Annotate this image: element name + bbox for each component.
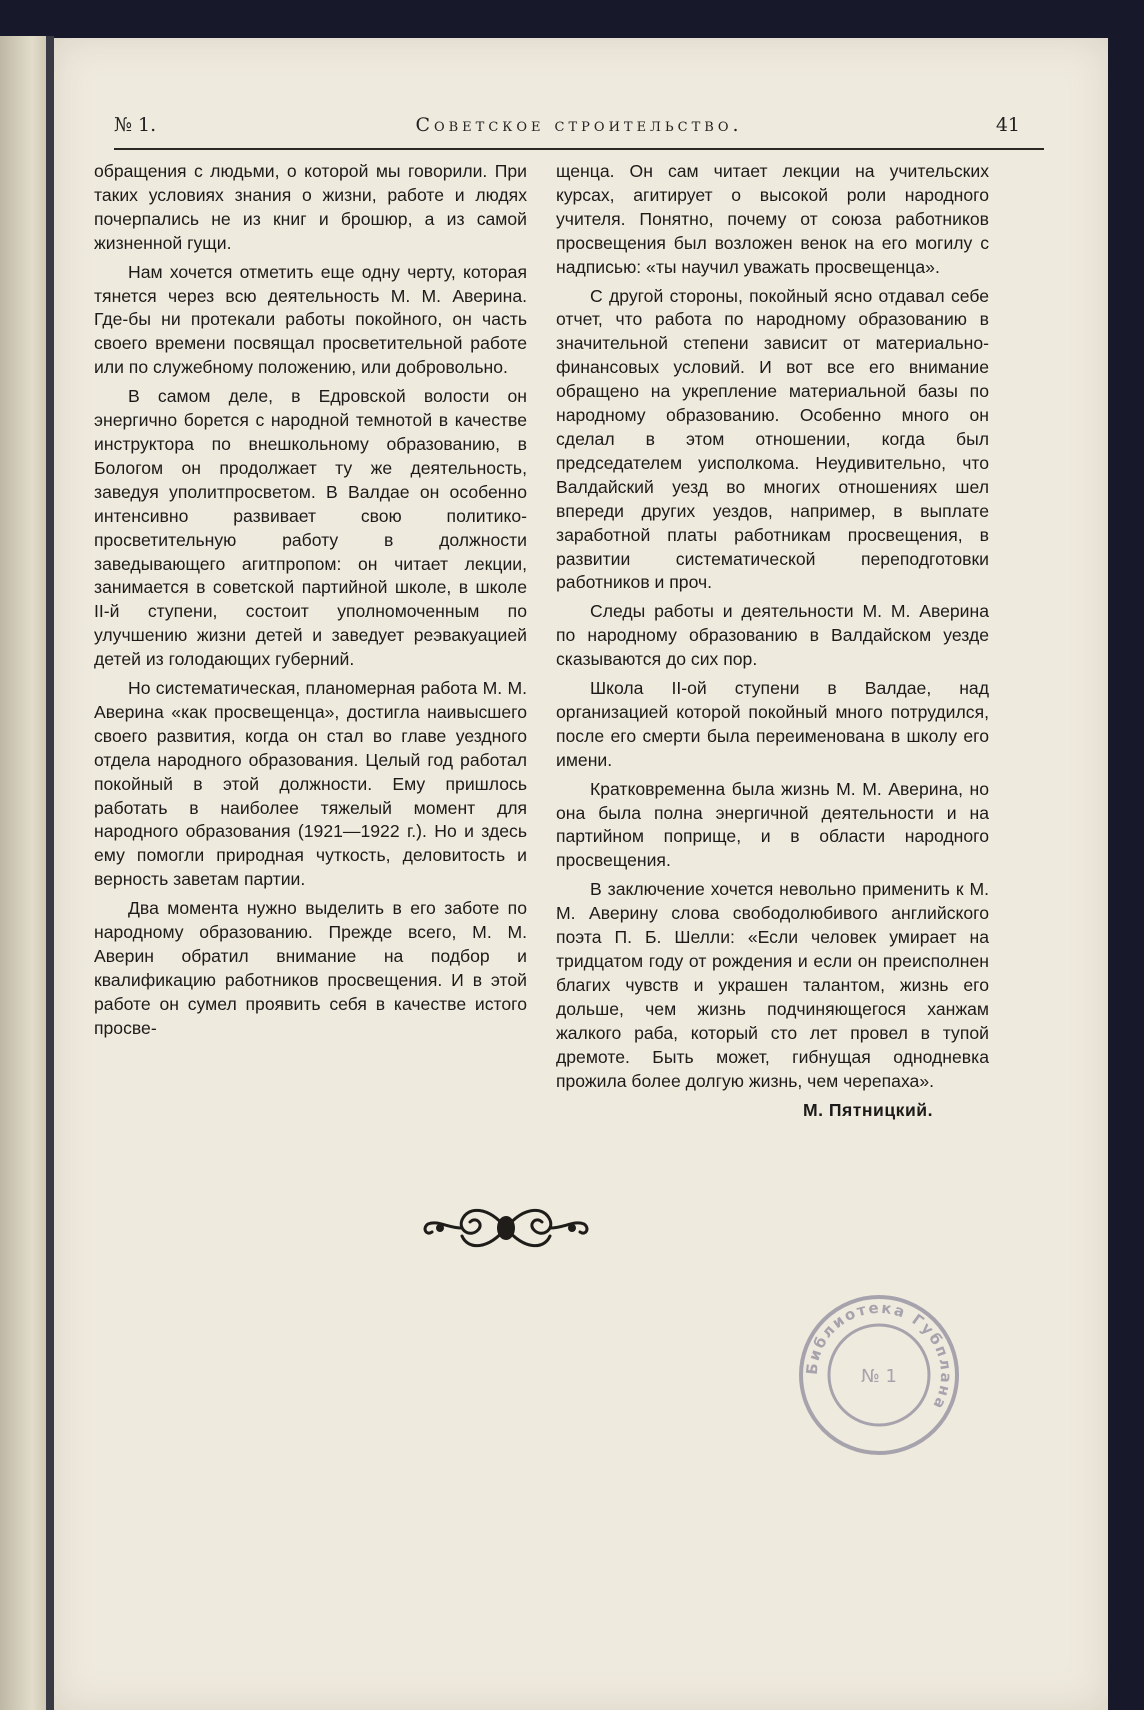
- stamp-number: № 1: [861, 1366, 897, 1387]
- paragraph: С другой стороны, покойный ясно отдавал себе отчет, что работа по народному образованию в значительной степени зависит от материально-финансовых условий. И вот все его внимание обращено на укрепление материальной базы по народному образованию. Особенно много он сделал в этом отношении, когда был председателем уисполкома. Неудивительно, что Валдайский уезд во многих отношениях шел впереди других уездов, например, в выплате заработной платы работникам просвещения, в развитии систематической переподготовки работников и проч.: [556, 285, 989, 593]
- left-column: [94, 160, 527, 1046]
- journal-page: [54, 38, 1108, 1710]
- paragraph: Кратковременна была жизнь М. М. Аверина, но она была полна энергичной деятельности и на партийном поприще, и в области народного просвещения.: [556, 778, 989, 871]
- author-signature: М. Пятницкий.: [802, 1100, 933, 1121]
- paragraph: В заключение хочется невольно применить к М. М. Аверину слова свободолюбивого английского поэта П. Б. Шелли: «Если человек умирает на тридцатом году от рождения и если он преисполнен благих чувств и украшен талантом, жизнь его дольше, чем жизнь подчиняющегося ханжам жалкого раба, который сто лет провел в тупой дремоте. Быть может, гибнущая однодневка прожила более долгую жизнь, чем черепаха».: [556, 879, 989, 1091]
- ornament-icon: [418, 1198, 594, 1258]
- paragraph: щенца. Он сам читает лекции на учительских курсах, агитирует о высокой роли народного учителя. Понятно, почему от союза работников просвещения был возложен венок на его могилу с надписью: «ты научил уважать просвещенца».: [556, 161, 989, 277]
- paragraph: Нам хочется отметить еще одну черту, которая тянется через всю деятельность М. М. Аверина. Где-бы ни протекали работы покойного, он часть своего времени посвящал просветительной работе или по служебному положению, или добровольно.: [94, 261, 527, 378]
- paragraph: Два момента нужно выделить в его заботе по народному образованию. Прежде всего, М. М. Аверин обратил внимание на подбор и квалификацию работников просвещения. И в этой работе он сумел проявить себя в качестве истого просве-: [94, 898, 527, 1038]
- paragraph: Следы работы и деятельности М. М. Аверина по народному образованию в Валдайском уезде сказываются до сих пор.: [556, 601, 989, 670]
- journal-title: Советское строительство.: [415, 114, 743, 136]
- right-column: [556, 160, 989, 1123]
- issue-number: № 1.: [114, 114, 157, 136]
- paragraph: обращения с людьми, о которой мы говорили. При таких условиях знания о жизни, работе и людях почерпались не из книг и брошюр, а из самой жизненной гущи.: [94, 161, 527, 253]
- paragraph: В самом деле, в Едровской волости он энергично борется с народной темнотой в качестве инструктора по внешкольному образованию, в Бологом он продолжает ту же деятельность, заведуя уполитпросветом. В Валдае он особенно интенсивно развивает свою политико-просветительную работу в должности заведывающего агитпропом: он читает лекции, занимается в советской партийной школе, в школе II-й ступени, состоит уполномоченным по улучшению жизни детей и заведует реэвакуацией детей из голодающих губерний.: [94, 386, 527, 670]
- page-number: 41: [995, 114, 1020, 136]
- library-stamp: [794, 1290, 964, 1460]
- paragraph: Школа II-ой ступени в Валдае, над организацией которой покойный много потрудился, после его смерти была переименована в школу его имени.: [556, 678, 989, 770]
- facing-page-edge: [0, 36, 46, 1710]
- paragraph: Но систематическая, планомерная работа М. М. Аверина «как просвещенца», достигла наивысшего своего развития, когда он стал во главе уездного отдела народного образования. Целый год работал покойный в этой должности. Ему пришлось работать в наиболее тяжелый момент для народного образования (1921—1922 г.). Но и здесь ему помогли природная чуткость, деловитость и верность заветам партии.: [94, 678, 527, 890]
- running-header: [114, 114, 1044, 150]
- book-spine: [46, 36, 54, 1710]
- stamp-text: Библиотека Губплана: [802, 1298, 956, 1414]
